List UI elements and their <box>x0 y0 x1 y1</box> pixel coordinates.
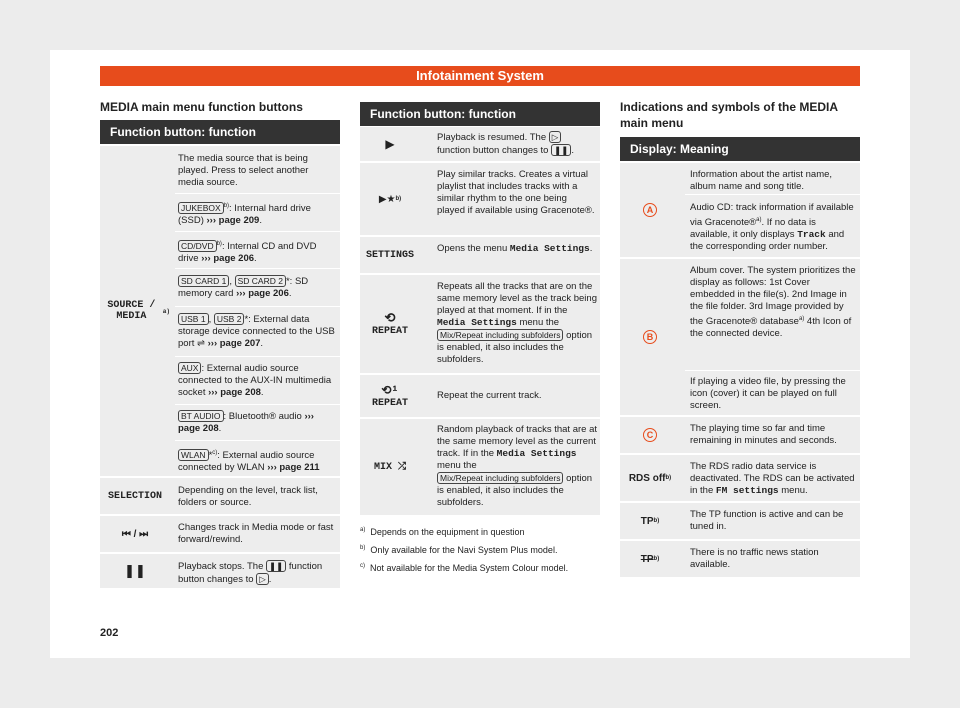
divider <box>175 440 340 441</box>
no-traffic-icon: TP b) <box>640 553 660 565</box>
skip-icons: ⏮ / ⏭ <box>121 528 149 540</box>
pause-button-icon: ❚❚ <box>266 560 286 572</box>
display-b-marker: B <box>620 259 680 415</box>
source-intro: The media source that is being played. Press to select another media source. <box>178 153 309 188</box>
middle-table-header: Function button: function <box>360 102 600 126</box>
sd-desc: SD CARD 1 , SD CARD 2 *: SD memory card ››› page 206. <box>178 276 309 299</box>
divider <box>685 194 860 195</box>
display-b-text2: If playing a video file, by pressing the icon (cover) it can be played on full screen. <box>690 376 846 411</box>
no-tp-desc: There is no traffic news station available. <box>690 547 819 570</box>
divider <box>175 306 340 307</box>
display-a-marker: A <box>620 163 680 257</box>
pause-desc: Playback stops. The ❚❚ function button changes to ▷ . <box>178 561 323 585</box>
next-track-icon: ⏭ <box>139 528 149 540</box>
left-section-title: MEDIA main menu function buttons <box>100 100 303 114</box>
rds-desc: The RDS radio data service is deactivated. The RDS can be activated in the FM settings menu. <box>690 461 855 496</box>
bt-desc: BT AUDIO : Bluetooth® audio ››› page 208. <box>178 411 314 434</box>
play-button-icon: ▷ <box>549 131 562 143</box>
selection-desc: Depending on the level, track list, folders or source. <box>178 485 318 508</box>
section-banner: Infotainment System <box>100 66 860 86</box>
usb-desc: USB 1 , USB 2 *: External data storage device connected to the USB port ⇌ ››› page 207. <box>178 314 335 349</box>
footnote-a: $^{a)}$ Depends on the equipment in question <box>360 527 525 537</box>
tp-desc: The TP function is active and can be tuned in. <box>690 509 844 532</box>
cddvd-desc: CD/DVD $^{b)}$: Internal CD and DVD drive ››› page 206. <box>178 241 317 265</box>
mix-key: MIX ⤮ <box>373 461 407 473</box>
repeat-key: ⟲ REPEAT <box>371 311 408 337</box>
similar-desc: Play similar tracks. Creates a virtual playlist that includes tracks with a similar rhythm to the one being played if available using Gracenote®. <box>437 169 595 216</box>
display-a-text1: Information about the artist name, album name and song title. <box>690 169 833 192</box>
source-key: SOURCE / MEDIA a) <box>107 300 170 322</box>
previous-track-icon: ⏮ <box>121 528 131 540</box>
divider <box>175 193 340 194</box>
divider <box>175 356 340 357</box>
mix-desc: Random playback of tracks that are at the same memory level as the current track. If in the Media Settings menu the Mix/Repeat including subfolders option is enabled, it also includes the subfolders. <box>437 424 597 508</box>
play-icon: ▶ <box>385 137 395 151</box>
tp-key: TP b) <box>640 515 660 527</box>
right-table-header: Display: Meaning <box>620 137 860 161</box>
rds-key: RDS off b) <box>628 472 672 484</box>
aux-desc: AUX : External audio source connected to the AUX-IN multimedia socket ››› page 208. <box>178 363 332 398</box>
repeat-one-icon: ⟲¹ <box>381 384 399 398</box>
divider <box>175 268 340 269</box>
jukebox-desc: JUKEBOX $^{b)}$: Internal hard drive (SSD) ››› page 209. <box>178 203 311 227</box>
repeat-one-key: ⟲¹ REPEAT <box>371 384 408 409</box>
divider <box>175 404 340 405</box>
shuffle-icon: ⤮ <box>398 462 407 473</box>
settings-desc: Opens the menu Media Settings. <box>437 243 593 254</box>
footnote-b: $^{b)}$ Only available for the Navi System Plus model. <box>360 545 558 555</box>
display-c-marker: C <box>620 417 680 453</box>
usb-icon: ⇌ <box>197 338 205 349</box>
repeat-one-desc: Repeat the current track. <box>437 390 542 401</box>
wlan-desc: WLAN *$^{c)}$: External audio source connected by WLAN ››› page 211 <box>178 450 320 474</box>
left-table-header: Function button: function <box>100 120 340 144</box>
divider <box>685 370 860 371</box>
page-number: 202 <box>100 627 119 639</box>
pause-button-icon: ❚❚ <box>551 144 571 156</box>
display-a-text2: Audio CD: track information if available via Gracenote®$^{a)}$. If no data is available, it only displays Track and the corresponding order number. <box>690 202 854 253</box>
footnote-c: $^{c)}$ Not available for the Media System Colour model. <box>360 563 569 573</box>
repeat-icon: ⟲ <box>384 311 396 326</box>
play-desc: Playback is resumed. The ▷ function button changes to ❚❚ . <box>437 132 574 156</box>
skip-desc: Changes track in Media mode or fast forward/rewind. <box>178 522 334 545</box>
settings-key: SETTINGS <box>365 249 414 261</box>
similar-tracks-icon: ▶★ b) <box>378 193 402 205</box>
repeat-desc: Repeats all the tracks that are on the same memory level as the track being played at that moment. If in the Media Settings menu the Mix/Repeat including subfolders option is enabled, it also includes the subfolders. <box>437 281 597 365</box>
divider <box>175 231 340 232</box>
play-button-icon: ▷ <box>256 573 269 585</box>
pause-icon: ❚❚ <box>124 563 146 578</box>
right-section-title: Indications and symbols of the MEDIA main menu <box>620 100 838 130</box>
display-b-text1: Album cover. The system prioritizes the display as follows: 1st Cover embedded in the file(s). 2nd Image in the file folder. 3rd Image provided by the Gracenote® database$^{a)}$ 4th Icon of the connected device. <box>690 265 856 340</box>
selection-key: SELECTION <box>107 490 162 502</box>
display-c-text: The playing time so far and time remaining in minutes and seconds. <box>690 423 837 446</box>
